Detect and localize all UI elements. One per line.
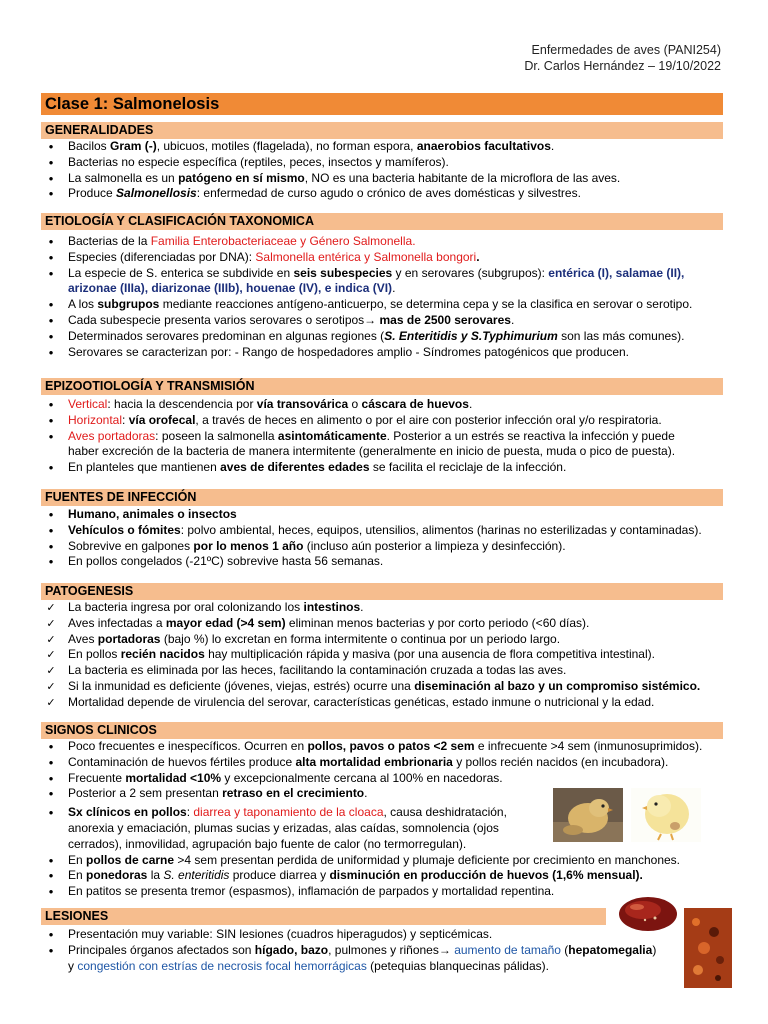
sick-chick-photo [553, 788, 623, 842]
list-item: • Horizontal: vía orofecal, a través de heces en alimento o por el aire con posterior infección oral y/o respiratoria. [41, 413, 723, 429]
list-item: ✓ Aves infectadas a mayor edad (>4 sem) eliminan menos bacterias y por corto periodo (<60 días). [41, 616, 723, 632]
tissue-photo [684, 908, 732, 988]
list-item: • Posterior a 2 sem presentan retraso en el crecimiento. [41, 786, 723, 802]
page-title: Clase 1: Salmonelosis [41, 93, 723, 115]
check-icon [44, 632, 58, 649]
check-icon [44, 600, 58, 617]
list-item: • Humano, animales o insectos [41, 507, 723, 523]
list-item: • Bacterias de la Familia Enterobacteriaceae y Género Salmonella. [41, 234, 723, 250]
list-item: • Vertical: hacia la descendencia por vía transovárica o cáscara de huevos. [41, 397, 723, 413]
check-icon [44, 663, 58, 680]
list-item: • La salmonella es un patógeno en sí mismo, NO es una bacteria habitante de la microflora de las aves. [41, 171, 723, 187]
list-item: ✓ La bacteria es eliminada por las heces, facilitando la contaminación cruzada a todas las aves. [41, 663, 723, 679]
section-heading-patogenesis: PATOGENESIS [41, 583, 723, 600]
list-item: • Bacilos Gram (-), ubicuos, motiles (flagelada), no forman espora, anaerobios facultativos. [41, 139, 723, 155]
liver-photo [615, 892, 681, 938]
section-heading-signos: SIGNOS CLINICOS [41, 722, 723, 739]
list-item: • Bacterias no especie específica (reptiles, peces, insectos y mamíferos). [41, 155, 723, 171]
list-item: • Especies (diferenciadas por DNA): Salmonella entérica y Salmonella bongori. [41, 250, 723, 266]
list-item: • Aves portadoras: poseen la salmonella asintomáticamente. Posterior a un estrés se reactiva la infección y puede haber excreción de la bacteria de manera intermitente (generalmente en inicio de puesta, muda o pico de puesta). [41, 429, 723, 461]
check-icon [44, 679, 58, 696]
list-item: • La especie de S. enterica se subdivide en seis subespecies y en serovares (subgrupos): entérica (I), salamae (II), arizonae (IIIa), diarizonae (IIIb), houenae (IV), e indica (VI). [41, 266, 723, 298]
list-item: • Sx clínicos en pollos: diarrea y taponamiento de la cloaca, causa deshidratación, anorexia y emaciación, plumas sucias y erizadas, alas caídas, somnolencia (ojos cerrados), inmovilidad, agrupación bajo fuente de calor (no termorregulan). [41, 802, 723, 852]
list-item: • Produce Salmonellosis: enfermedad de curso agudo o crónico de aves domésticas y silvestres. [41, 186, 723, 202]
list-item: • Principales órganos afectados son hígado, bazo, pulmones y riñones→ aumento de tamaño (hepatomegalia) y congestión con estrías de necrosis focal hemorrágicas (petequias blanquecinas pálidas). [41, 943, 723, 975]
section-heading-fuentes: FUENTES DE INFECCIÓN [41, 489, 723, 506]
list-item: • En ponedoras la S. enteritidis produce diarrea y disminución en producción de huevos (1,6% mensual). [41, 868, 723, 884]
list-epizootiologia [41, 397, 723, 476]
chick-cloaca-photo [631, 788, 701, 842]
list-item: • Vehículos o fómites: polvo ambiental, heces, equipos, utensilios, alimentos (harinas no esterilizadas y contaminadas). [41, 523, 723, 539]
section-heading-generalidades: GENERALIDADES [41, 122, 723, 139]
check-icon [44, 695, 58, 712]
list-item: • Contaminación de huevos fértiles produce alta mortalidad embrionaria y pollos recién nacidos (en incubadora). [41, 755, 723, 771]
list-item: • Sobrevive en galpones por lo menos 1 año (incluso aún posterior a limpieza y desinfección). [41, 539, 723, 555]
check-icon [44, 647, 58, 664]
list-generalidades [41, 139, 723, 202]
list-item: • En patitos se presenta tremor (espasmos), inflamación de parpados y mortalidad repentina. [41, 884, 723, 900]
list-item: • A los subgrupos mediante reacciones antígeno-anticuerpo, se determina cepa y se la clasifica en serovar o serotipo. [41, 297, 723, 313]
list-item: • Presentación muy variable: SIN lesiones (cuadros hiperagudos) y septicémicas. [41, 927, 723, 943]
list-item: • Determinados serovares predominan en algunas regiones (S. Enteritidis y S.Typhimurium son las más comunes). [41, 329, 723, 345]
section-heading-epizootiologia: EPIZOOTIOLOGÍA Y TRANSMISIÓN [41, 378, 723, 395]
arrow-icon: → [438, 942, 451, 957]
list-item: ✓ Si la inmunidad es deficiente (jóvenes, viejas, estrés) ocurre una diseminación al bazo y un compromiso sistémico. [41, 679, 723, 695]
list-etiologia [41, 234, 723, 360]
list-item: ✓ En pollos recién nacidos hay multiplicación rápida y masiva (por una ausencia de flora competitiva intestinal). [41, 647, 723, 663]
list-fuentes [41, 507, 723, 570]
course-name: Enfermedades de aves (PANI254) [531, 43, 721, 57]
document-header [524, 42, 721, 74]
list-item: ✓ Mortalidad depende de virulencia del serovar, características genéticas, estado inmune o nutricional y la edad. [41, 695, 723, 711]
list-item: • Cada subespecie presenta varios serovares o serotipos→ mas de 2500 serovares. [41, 313, 723, 329]
author-date: Dr. Carlos Hernández – 19/10/2022 [524, 59, 721, 73]
list-item: ✓ Aves portadoras (bajo %) lo excretan en forma intermitente o continua por un periodo largo. [41, 632, 723, 648]
list-item: • Frecuente mortalidad <10% y excepcionalmente cercana al 100% en nacedoras. [41, 771, 723, 787]
list-item: ✓ La bacteria ingresa por oral colonizando los intestinos. [41, 600, 723, 616]
section-heading-etiologia: ETIOLOGÍA Y CLASIFICACIÓN TAXONOMICA [41, 213, 723, 230]
list-item: • En pollos de carne >4 sem presentan perdida de uniformidad y plumaje deficiente por crecimiento en manchones. [41, 853, 723, 869]
list-item: • En pollos congelados (-21ºC) sobrevive hasta 56 semanas. [41, 554, 723, 570]
list-item: • En planteles que mantienen aves de diferentes edades se facilita el reciclaje de la infección. [41, 460, 723, 476]
check-icon [44, 616, 58, 633]
arrow-icon: → [364, 312, 377, 327]
section-heading-lesiones: LESIONES [41, 908, 606, 925]
list-patogenesis [41, 600, 723, 711]
list-item: • Poco frecuentes e inespecíficos. Ocurren en pollos, pavos o patos <2 sem e infrecuente >4 sem (inmunosuprimidos). [41, 739, 723, 755]
list-item: • Serovares se caracterizan por: - Rango de hospedadores amplio - Síndromes patogénicos que producen. [41, 345, 723, 361]
